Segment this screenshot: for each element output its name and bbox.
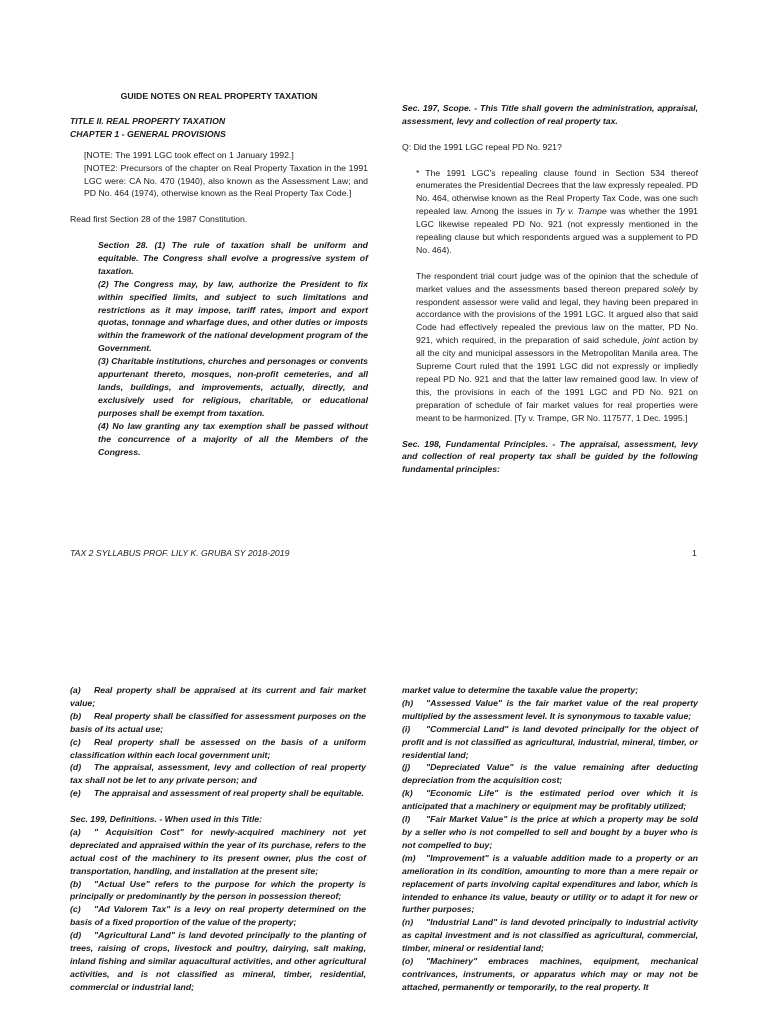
principle-item: [70, 787, 366, 800]
definition-item-text: "Actual Use" refers to the purpose for which the property is principally or predominantly by the person in possession thereof;: [70, 878, 366, 902]
section-197-scope: Sec. 197, Scope. - This Title shall govern the administration, appraisal, assessment, levy and collection of real property tax.: [402, 103, 698, 126]
principle-item-text: Real property shall be assessed on the basis of a uniform classification within each local government unit;: [70, 736, 366, 760]
definition-item: [402, 697, 698, 723]
note-2: [NOTE2: Precursors of the chapter on Real Property Taxation in the 1991 LGC were: CA No. 470 (1940), also known as the Assessment Law; and PD No. 464 (1974), otherwise known as the Real Property Tax Code.]: [84, 162, 368, 199]
definition-item-label: (j): [402, 762, 411, 773]
definition-item: [402, 761, 698, 787]
principle-item-label: (b): [70, 710, 82, 721]
definition-item-label: (o): [402, 956, 414, 967]
section-199-title: Sec. 199, Definitions. - When used in this Title:: [70, 814, 262, 825]
answer-paragraph-1: * The 1991 LGC's repealing clause found in Section 534 thereof enumerates the Presidential Decrees that the law expressly repealed. PD No. 464, otherwise known as the Real Property Tax Code, was one such repealed law. Among the issues in Ty v. Trampe was whether the 1991 LGC likewise repealed PD No. 921 (not expressly mentioned in the repealing clause but which respondents argued was a supplement to PD No. 464).: [416, 167, 699, 255]
definition-continuation: market value to determine the taxable value the property;: [402, 685, 639, 695]
question-text: Q: Did the 1991 LGC repeal PD No. 921?: [402, 141, 562, 152]
definition-item-text: "Commercial Land" is land devoted principally for the object of profit and is not classified as agricultural, industrial, mineral, timber, or residential land;: [402, 723, 698, 760]
section-28-paragraph-4: (4) No law granting any tax exemption shall be passed without the concurrence of a majority of all the Members of the Congress.: [98, 420, 368, 457]
definition-item-text: "Improvement" is a valuable addition made to a property or an amelioration in its condition, amounting to more than a mere repair or replacement of parts involving capital expenditures and labor, which is intended to enhance its value, beauty or utility or to adapt it for new or further purposes;: [402, 852, 698, 915]
definition-item: [402, 787, 698, 813]
page2-left-column: [70, 684, 366, 994]
definitions-list-left: [70, 826, 366, 994]
page1-left-column: [70, 90, 368, 458]
page2-right-column: [402, 684, 698, 994]
section-198-principles: Sec. 198, Fundamental Principles. - The appraisal, assessment, levy and collection of real property tax shall be guided by the following fundamental principles:: [402, 438, 698, 475]
definition-item-text: "Machinery" embraces machines, equipment, mechanical contrivances, instruments, or apparatus which may or may not be attached, permanently or temporarily, to the real property. It: [402, 956, 698, 992]
note-1: [NOTE: The 1991 LGC took effect on 1 January 1992.]: [84, 149, 294, 160]
section-28-paragraph-1: Section 28. (1) The rule of taxation shall be uniform and equitable. The Congress shall evolve a progressive system of taxation.: [98, 240, 368, 276]
page-number: 1: [692, 548, 697, 558]
principle-item: [70, 710, 366, 736]
definition-item-label: (c): [70, 904, 81, 915]
definition-item: [70, 826, 366, 878]
definition-item: [402, 955, 698, 994]
constitution-section-28: [70, 239, 368, 458]
document-page-2: [0, 680, 768, 1024]
definition-item: [70, 878, 366, 904]
definition-item: [402, 852, 698, 917]
document-title: GUIDE NOTES ON REAL PROPERTY TAXATION: [120, 91, 318, 101]
case-name: Ty v. Trampe: [555, 206, 607, 217]
title-heading: TITLE II. REAL PROPERTY TAXATION: [70, 115, 226, 126]
definition-item: [70, 903, 366, 929]
definition-item-label: (m): [402, 852, 416, 863]
definition-item-text: "Industrial Land" is land devoted principally to industrial activity as capital investment and is not classified as agricultural, commercial, timber, mineral or residential land;: [402, 917, 698, 954]
principle-item-text: The appraisal, assessment, levy and collection of real property tax shall not be let to any private person; and: [70, 762, 366, 786]
definition-item-label: (n): [402, 917, 414, 928]
definitions-list-right: [402, 697, 698, 994]
definition-item-text: "Economic Life" is the estimated period over which it is anticipated that a machinery or equipment may be profitably utilized;: [402, 788, 698, 812]
principle-item-label: (a): [70, 685, 81, 695]
definition-item-text: "Agricultural Land" is land devoted principally to the planting of trees, raising of crops, livestock and poultry, dairying, salt making, inland fishing and similar aquacultural activities, and other agricultural activities, and is not classified as mineral, timber, residential, commercial or industrial land;: [70, 930, 366, 992]
section-28-paragraph-2: (2) The Congress may, by law, authorize the President to fix within specified limits, and subject to such limitations and restrictions as it may impose, tariff rates, import and export quotas, tonnage and wharfage dues, and other duties or imposts within the framework of the national development program of the Government.: [98, 278, 368, 354]
definition-item-text: "Fair Market Value" is the price at which a property may be sold by a seller who is not compelled to sell and bought by a buyer who is not compelled to buy;: [402, 814, 698, 850]
principle-item: [70, 761, 366, 787]
page1-right-column: [402, 102, 698, 476]
principle-item: [70, 684, 366, 710]
principle-item: [70, 736, 366, 762]
definition-item-label: (k): [402, 788, 413, 799]
definition-item: [70, 929, 366, 994]
definition-item-label: (l): [402, 814, 411, 825]
definition-item-label: (h): [402, 697, 414, 708]
definition-item-label: (a): [70, 826, 81, 837]
definition-item-text: "Assessed Value" is the fair market value of the real property multiplied by the assessment level. It is synonymous to taxable value;: [402, 697, 698, 721]
definition-item: [402, 813, 698, 852]
definition-item: [402, 916, 698, 955]
principle-item-label: (d): [70, 762, 82, 773]
definition-item: [402, 723, 698, 762]
definition-item-label: (b): [70, 878, 82, 889]
principles-list: [70, 684, 366, 800]
definition-item-text: "Ad Valorem Tax" is a levy on real property determined on the basis of a fixed proportion of the value of the property;: [70, 904, 366, 928]
definition-item-label: (i): [402, 723, 411, 734]
principle-item-label: (c): [70, 736, 81, 747]
definition-item-text: "Depreciated Value" is the value remaining after deducting depreciation from the acquisition cost;: [402, 762, 698, 786]
chapter-heading: CHAPTER 1 - GENERAL PROVISIONS: [70, 128, 226, 139]
answer-paragraph-2: The respondent trial court judge was of the opinion that the schedule of market values and the assessments based thereon prepared solely by respondent assessor were valid and legal, they having been prepared in accordance with the provisions of the 1991 LGC. It argued also that said Code had effectively repealed the previous law on the matter, PD No. 921, which required, in the preparation of said schedule, joint action by all the city and municipal assessors in the Metropolitan Manila area. The Supreme Court ruled that the 1991 LGC did not expressly or impliedly repeal PD No. 921 and that the latter law remained good law. In view of this, the provisions in each of the 1991 LGC and PD No. 921 on preparation of schedule of fair market values for real properties were meant to be harmonized. [Ty v. Trampe, GR No. 117577, 1 Dec. 1995.]: [416, 270, 698, 423]
principle-item-label: (e): [70, 788, 81, 799]
principle-item-text: Real property shall be classified for assessment purposes on the basis of its actual use;: [70, 710, 366, 734]
definition-item-label: (d): [70, 930, 82, 941]
read-first-instruction: Read first Section 28 of the 1987 Constitution.: [70, 214, 248, 225]
principle-item-text: The appraisal and assessment of real property shall be equitable.: [94, 788, 364, 799]
page-footer: TAX 2 SYLLABUS PROF. LILY K. GRUBA SY 2018-2019: [70, 548, 290, 558]
principle-item-text: Real property shall be appraised at its current and fair market value;: [70, 685, 366, 708]
definition-item-text: " Acquisition Cost" for newly-acquired machinery not yet depreciated and appraised within the year of its purchase, refers to the actual cost of the machinery to its present owner, plus the cost of transportation, handling, and installation at the present site;: [70, 826, 366, 876]
section-28-paragraph-3: (3) Charitable institutions, churches and personages or convents appurtenant thereto, mosques, non-profit cemeteries, and all lands, buildings, and improvements, actually, directly, and exclusively used for religious, charitable, or educational purposes shall be exempt from taxation.: [98, 356, 368, 418]
